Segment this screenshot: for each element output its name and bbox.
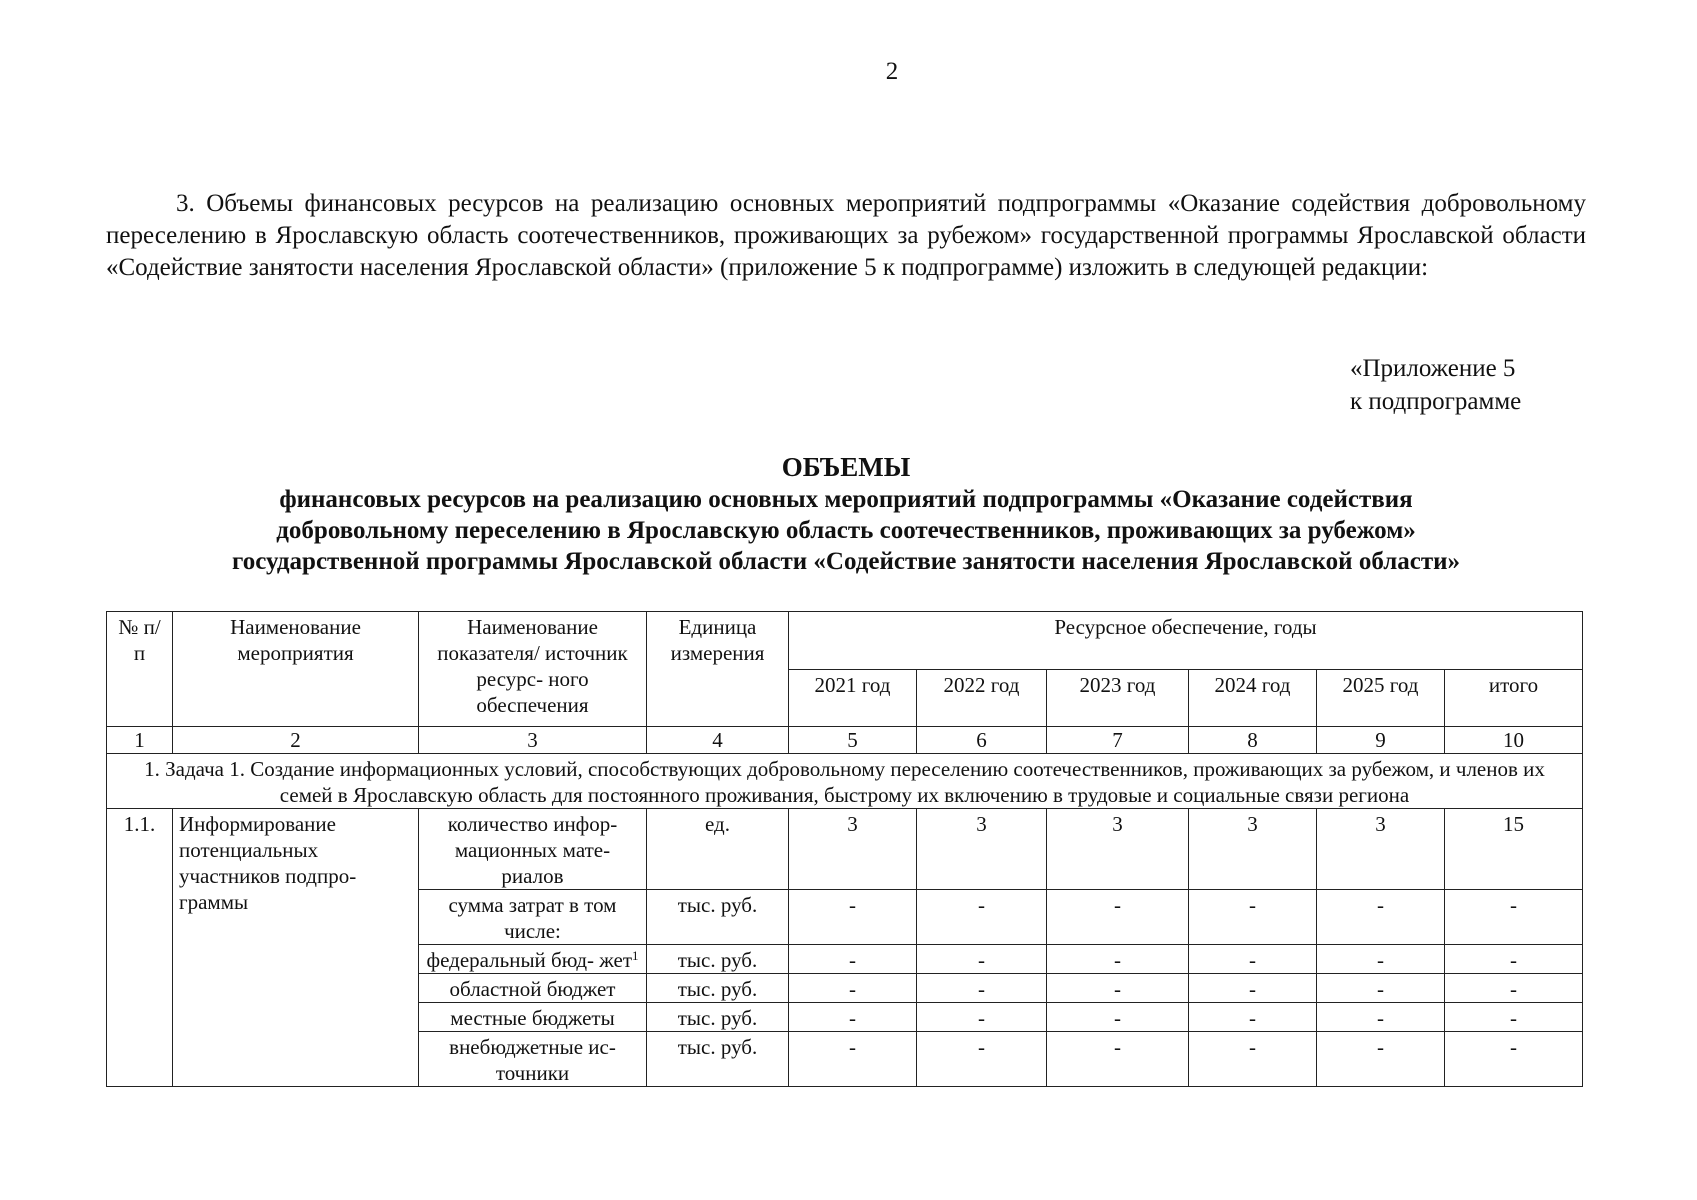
value-cell: - <box>1047 945 1189 974</box>
value-cell: 3 <box>1317 809 1445 890</box>
value-cell: - <box>1189 945 1317 974</box>
indicator-cell: областной бюджет <box>419 974 647 1003</box>
indicator-cell: количество инфор- мационных мате- риалов <box>419 809 647 890</box>
value-cell: - <box>917 1003 1047 1032</box>
column-number: 9 <box>1317 727 1445 754</box>
appendix-line-1: «Приложение 5 <box>1350 355 1516 382</box>
column-number: 7 <box>1047 727 1189 754</box>
document-heading <box>106 450 1586 577</box>
value-cell: - <box>1317 945 1445 974</box>
column-number: 10 <box>1445 727 1583 754</box>
column-number: 4 <box>647 727 789 754</box>
value-cell: - <box>1317 974 1445 1003</box>
header-year: 2023 год <box>1047 669 1189 727</box>
total-cell: 15 <box>1445 809 1583 890</box>
value-cell: 3 <box>917 809 1047 890</box>
header-event: Наименование мероприятия <box>173 612 419 727</box>
page-number: 2 <box>885 58 899 85</box>
column-number: 2 <box>173 727 419 754</box>
appendix-reference <box>1350 352 1521 418</box>
header-num: № п/п <box>107 612 173 727</box>
header-unit: Единица измерения <box>647 612 789 727</box>
unit-cell: тыс. руб. <box>647 974 789 1003</box>
item-name: Информирование потенциальных участников подпро- граммы <box>173 809 419 1087</box>
unit-cell: тыс. руб. <box>647 1032 789 1087</box>
header-row-1 <box>107 612 1583 670</box>
value-cell: - <box>789 945 917 974</box>
heading-title: ОБЪЕМЫ <box>781 452 911 482</box>
column-number-row <box>107 727 1583 754</box>
column-number: 8 <box>1189 727 1317 754</box>
header-year: 2024 год <box>1189 669 1317 727</box>
value-cell: - <box>917 945 1047 974</box>
column-number: 6 <box>917 727 1047 754</box>
value-cell: - <box>1317 890 1445 945</box>
value-cell: - <box>1047 974 1189 1003</box>
value-cell: - <box>789 1032 917 1087</box>
value-cell: - <box>789 974 917 1003</box>
value-cell: - <box>1047 1003 1189 1032</box>
value-cell: 3 <box>1189 809 1317 890</box>
value-cell: 3 <box>1047 809 1189 890</box>
value-cell: - <box>917 974 1047 1003</box>
header-year: 2025 год <box>1317 669 1445 727</box>
task-description: 1. Задача 1. Создание информационных условий, способствующих добровольному переселению соотечественников, проживающих за рубежом, и членов их семей в Ярославскую область для постоянного проживания, быстрому их включению в трудовые и социальные связи региона <box>107 754 1583 809</box>
column-number: 3 <box>419 727 647 754</box>
total-cell: - <box>1445 890 1583 945</box>
header-resources: Ресурсное обеспечение, годы <box>789 612 1583 670</box>
heading-line-2: добровольному переселению в Ярославскую область соотечественников, проживающих за рубежом» <box>276 517 1416 544</box>
value-cell: - <box>917 890 1047 945</box>
total-cell: - <box>1445 945 1583 974</box>
task-row <box>107 754 1583 809</box>
value-cell: - <box>917 1032 1047 1087</box>
indicator-text: федеральный бюд- жет <box>426 948 633 972</box>
column-number: 1 <box>107 727 173 754</box>
indicator-cell: внебюджетные ис- точники <box>419 1032 647 1087</box>
header-indicator: Наименование показателя/ источник ресурс- ного обеспечения <box>419 612 647 727</box>
header-year: 2022 год <box>917 669 1047 727</box>
header-year: 2021 год <box>789 669 917 727</box>
indicator-cell: местные бюджеты <box>419 1003 647 1032</box>
appendix-line-2: к подпрограмме <box>1350 388 1522 415</box>
financial-resources-table <box>106 611 1583 1087</box>
item-number: 1.1. <box>107 809 173 1087</box>
total-cell: - <box>1445 1032 1583 1087</box>
column-number: 5 <box>789 727 917 754</box>
unit-cell: тыс. руб. <box>647 1003 789 1032</box>
value-cell: - <box>1189 974 1317 1003</box>
value-cell: - <box>1189 1032 1317 1087</box>
footnote-mark: 1 <box>632 948 639 963</box>
value-cell: - <box>1047 890 1189 945</box>
value-cell: - <box>1047 1032 1189 1087</box>
value-cell: - <box>1317 1003 1445 1032</box>
value-cell: - <box>789 890 917 945</box>
unit-cell: тыс. руб. <box>647 945 789 974</box>
indicator-cell <box>419 945 647 974</box>
value-cell: - <box>1189 1003 1317 1032</box>
value-cell: - <box>1317 1032 1445 1087</box>
value-cell: - <box>789 1003 917 1032</box>
value-cell: - <box>1189 890 1317 945</box>
indicator-cell: сумма затрат в том числе: <box>419 890 647 945</box>
heading-line-3: государственной программы Ярославской области «Содействие занятости населения Ярославской области» <box>231 548 1460 575</box>
intro-paragraph: 3. Объемы финансовых ресурсов на реализацию основных мероприятий подпрограммы «Оказание содействия добровольному переселению в Ярославскую область соотечественников, проживающих за рубежом» государственной программы Ярославской области «Содействие занятости населения Ярославской области» (приложение 5 к подпрограмме) изложить в следующей редакции: <box>106 190 1586 281</box>
heading-line-1: финансовых ресурсов на реализацию основных мероприятий подпрограммы «Оказание содействия <box>279 486 1413 513</box>
item-row <box>107 809 1583 890</box>
total-cell: - <box>1445 1003 1583 1032</box>
total-cell: - <box>1445 974 1583 1003</box>
value-cell: 3 <box>789 809 917 890</box>
header-total: итого <box>1445 669 1583 727</box>
unit-cell: ед. <box>647 809 789 890</box>
unit-cell: тыс. руб. <box>647 890 789 945</box>
